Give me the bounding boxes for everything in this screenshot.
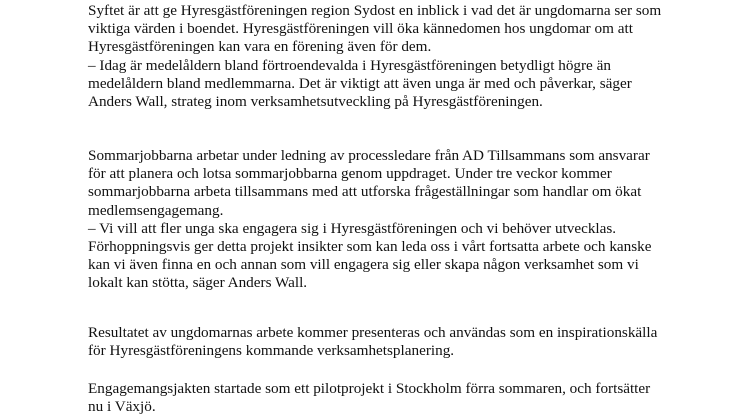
text-line: lokalt kan stötta, säger Anders Wall.: [88, 274, 308, 292]
text-line: Hyresgästföreningen kan vara en förening även för dem.: [88, 38, 432, 56]
paragraph-results: [88, 324, 657, 360]
paragraph-summer-workers: [88, 147, 652, 293]
text-line: – Idag är medelåldern bland förtroendevalda i Hyresgästföreningen betydligt högre än: [88, 56, 611, 74]
text-line: medelåldern bland medlemmarna. Det är viktigt att även unga är med och påverkar, säger: [88, 74, 632, 92]
paragraph-pilot-project: [88, 380, 650, 416]
text-line: medlemsengagemang.: [88, 201, 224, 219]
text-line: nu i Växjö.: [88, 398, 156, 416]
paragraph-purpose: [88, 2, 661, 111]
text-line: Resultatet av ungdomarnas arbete kommer presenteras och användas som en inspirationskälla: [88, 324, 658, 341]
text-line: viktiga värden i boendet. Hyresgästföreningen vill öka kännedomen hos ungdomar om att: [88, 20, 633, 38]
text-line: Sommarjobbarna arbetar under ledning av processledare från AD Tillsammans som ansvarar: [88, 147, 650, 164]
text-line: Förhoppningsvis ger detta projekt insikter som kan leda oss i vårt fortsatta arbete och kanske: [88, 238, 652, 256]
text-line: för att planera och lotsa sommarjobbarna genom uppdraget. Under tre veckor kommer: [88, 165, 612, 183]
text-line: kan vi även finna en och annan som vill engagera sig eller skapa någon verksamhet som vi: [88, 256, 639, 274]
text-line: – Vi vill att fler unga ska engagera sig i Hyresgästföreningen och vi behöver utvecklas.: [88, 219, 617, 237]
text-line: Syftet är att ge Hyresgästföreningen region Sydost en inblick i vad det är ungdomarna ser som: [88, 2, 662, 19]
text-line: för Hyresgästföreningens kommande verksamhetsplanering.: [88, 342, 455, 360]
text-line: Anders Wall, strateg inom verksamhetsutveckling på Hyresgästföreningen.: [88, 93, 543, 111]
text-line: sommarjobbarna arbeta tillsammans med att utforska frågeställningar som handlar om ökat: [88, 183, 642, 201]
text-line: Engagemangsjakten startade som ett pilotprojekt i Stockholm förra sommaren, och fortsätter: [88, 380, 651, 397]
